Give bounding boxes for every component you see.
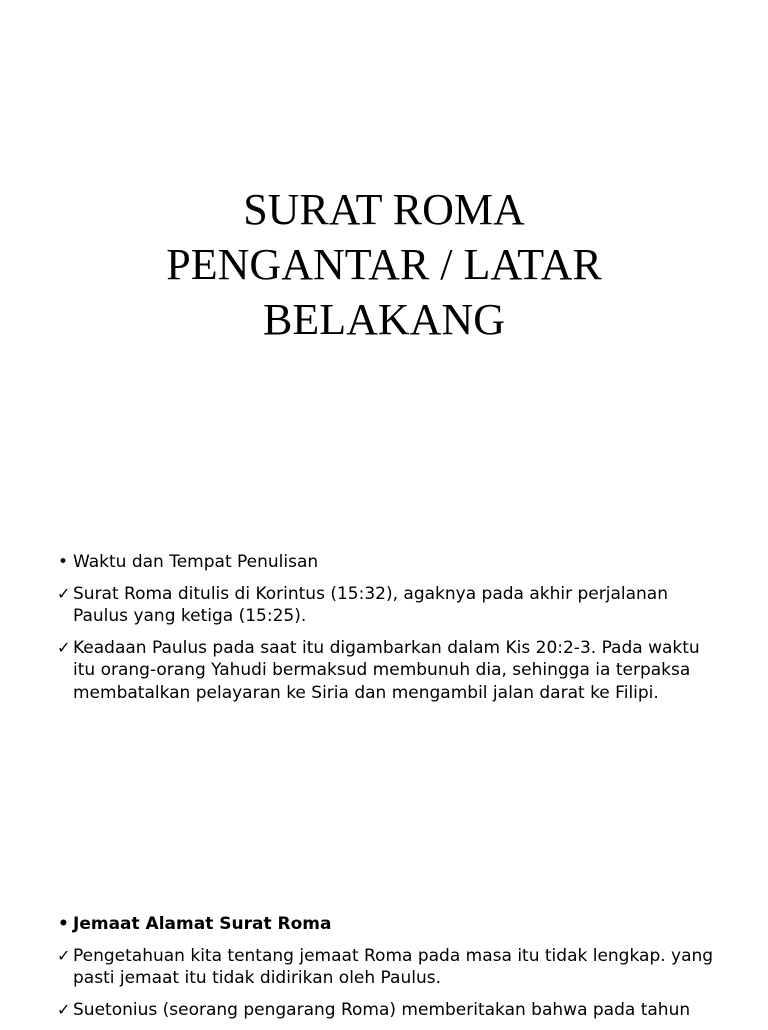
bullet-dot-icon: • [58, 914, 69, 934]
list-item [58, 945, 718, 990]
list-item-text: Keadaan Paulus pada saat itu digambarkan dalam Kis 20:2-3. Pada waktu itu orang-orang Yahudi bermaksud membunuh dia, sehingga ia terpaksa membatalkan pelayaran ke Siria dan mengambil jalan darat ke Filipi. [73, 637, 700, 703]
checkmark-icon: ✓ [57, 583, 71, 603]
checkmark-icon: ✓ [57, 637, 71, 657]
section-waktu-tempat [58, 551, 718, 713]
bullet-dot-icon: • [58, 552, 69, 572]
checkmark-icon: ✓ [57, 945, 71, 965]
title-line-1: SURAT ROMA [243, 185, 525, 234]
section-heading [58, 913, 718, 936]
checkmark-icon: ✓ [57, 999, 71, 1019]
list-item [58, 637, 718, 705]
list-item-text: Pengetahuan kita tentang jemaat Roma pada masa itu tidak lengkap. yang pasti jemaat itu tidak didirikan oleh Paulus. [73, 945, 714, 988]
section-heading-text: Waktu dan Tempat Penulisan [73, 552, 319, 572]
list-item-text: Suetonius (seorang pengarang Roma) memberitakan bahwa pada tahun [73, 999, 691, 1020]
section-heading [58, 551, 718, 574]
list-item [58, 999, 718, 1022]
title-line-2: PENGANTAR / LATAR [166, 240, 602, 289]
title-line-3: BELAKANG [263, 295, 505, 344]
section-jemaat-alamat [58, 913, 718, 1030]
slide-title [60, 182, 708, 347]
section-heading-text: Jemaat Alamat Surat Roma [73, 914, 332, 934]
list-item-text: Surat Roma ditulis di Korintus (15:32), agaknya pada akhir perjalanan Paulus yang ketiga (15:25). [73, 583, 668, 626]
list-item [58, 583, 718, 628]
